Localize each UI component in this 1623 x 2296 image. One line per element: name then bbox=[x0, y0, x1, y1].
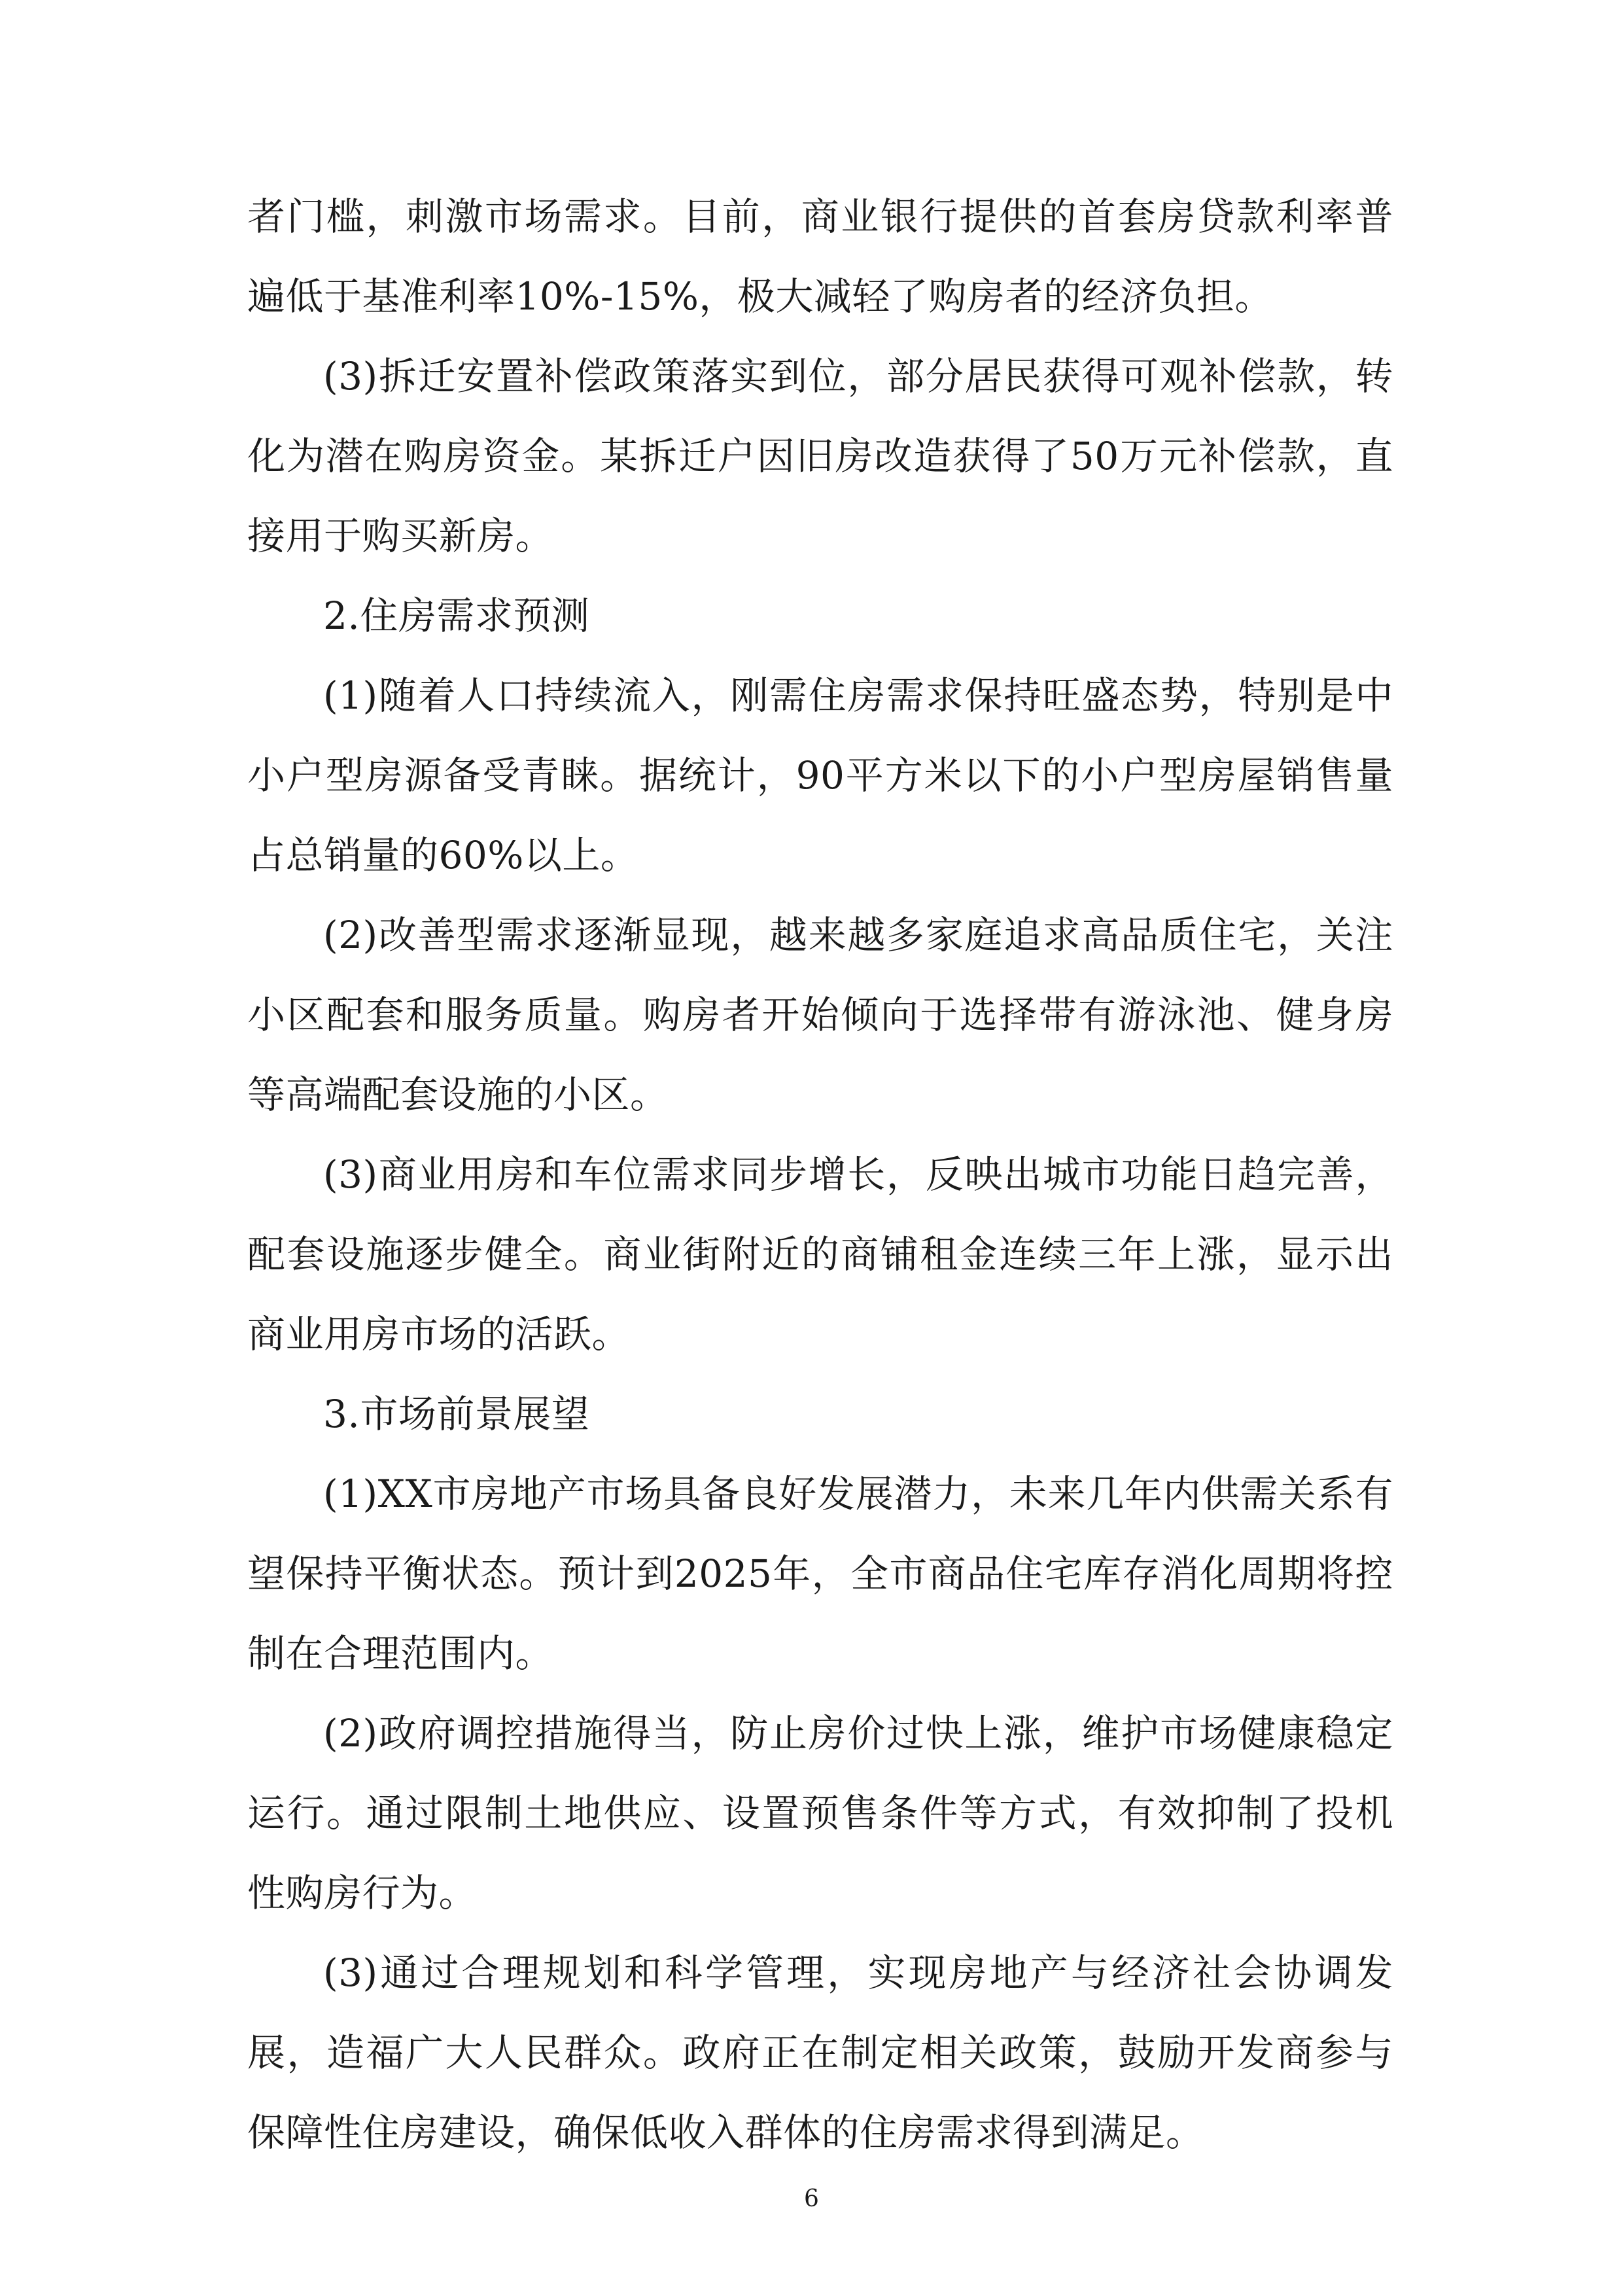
document-body bbox=[247, 177, 1393, 2172]
paragraph-forecast-2: (2)改善型需求逐渐显现，越来越多家庭追求高品质住宅，关注小区配套和服务质量。购房者开始倾向于选择带有游泳池、健身房等高端配套设施的小区。 bbox=[247, 913, 1393, 1117]
paragraph-demand-factor-3: (3)拆迁安置补偿政策落实到位，部分居民获得可观补偿款，转化为潜在购房资金。某拆迁户因旧房改造获得了50万元补偿款，直接用于购买新房。 bbox=[247, 354, 1393, 558]
section-heading-housing-demand-forecast: 2.住房需求预测 bbox=[323, 593, 590, 638]
paragraph-forecast-1: (1)随着人口持续流入，刚需住房需求保持旺盛态势，特别是中小户型房源备受青睐。据统计，90平方米以下的小户型房屋销售量占总销量的60%以上。 bbox=[247, 673, 1393, 877]
page-number: 6 bbox=[804, 2185, 819, 2212]
paragraph-outlook-3: (3)通过合理规划和科学管理，实现房地产与经济社会协调发展，造福广大人民群众。政府正在制定相关政策，鼓励开发商参与保障性住房建设，确保低收入群体的住房需求得到满足。 bbox=[247, 1951, 1393, 2155]
paragraph-continuation: 者门槛，刺激市场需求。目前，商业银行提供的首套房贷款利率普遍低于基准利率10%-15%，极大减轻了购房者的经济负担。 bbox=[247, 194, 1393, 319]
paragraph-outlook-2: (2)政府调控措施得当，防止房价过快上涨，维护市场健康稳定运行。通过限制土地供应、设置预售条件等方式，有效抑制了投机性购房行为。 bbox=[247, 1711, 1393, 1915]
paragraph-forecast-3: (3)商业用房和车位需求同步增长，反映出城市功能日趋完善，配套设施逐步健全。商业街附近的商铺租金连续三年上涨，显示出商业用房市场的活跃。 bbox=[247, 1152, 1393, 1356]
paragraph-outlook-1: (1)XX市房地产市场具备良好发展潜力，未来几年内供需关系有望保持平衡状态。预计到2025年，全市商品住宅库存消化周期将控制在合理范围内。 bbox=[247, 1472, 1393, 1676]
section-heading-market-outlook: 3.市场前景展望 bbox=[323, 1392, 590, 1436]
